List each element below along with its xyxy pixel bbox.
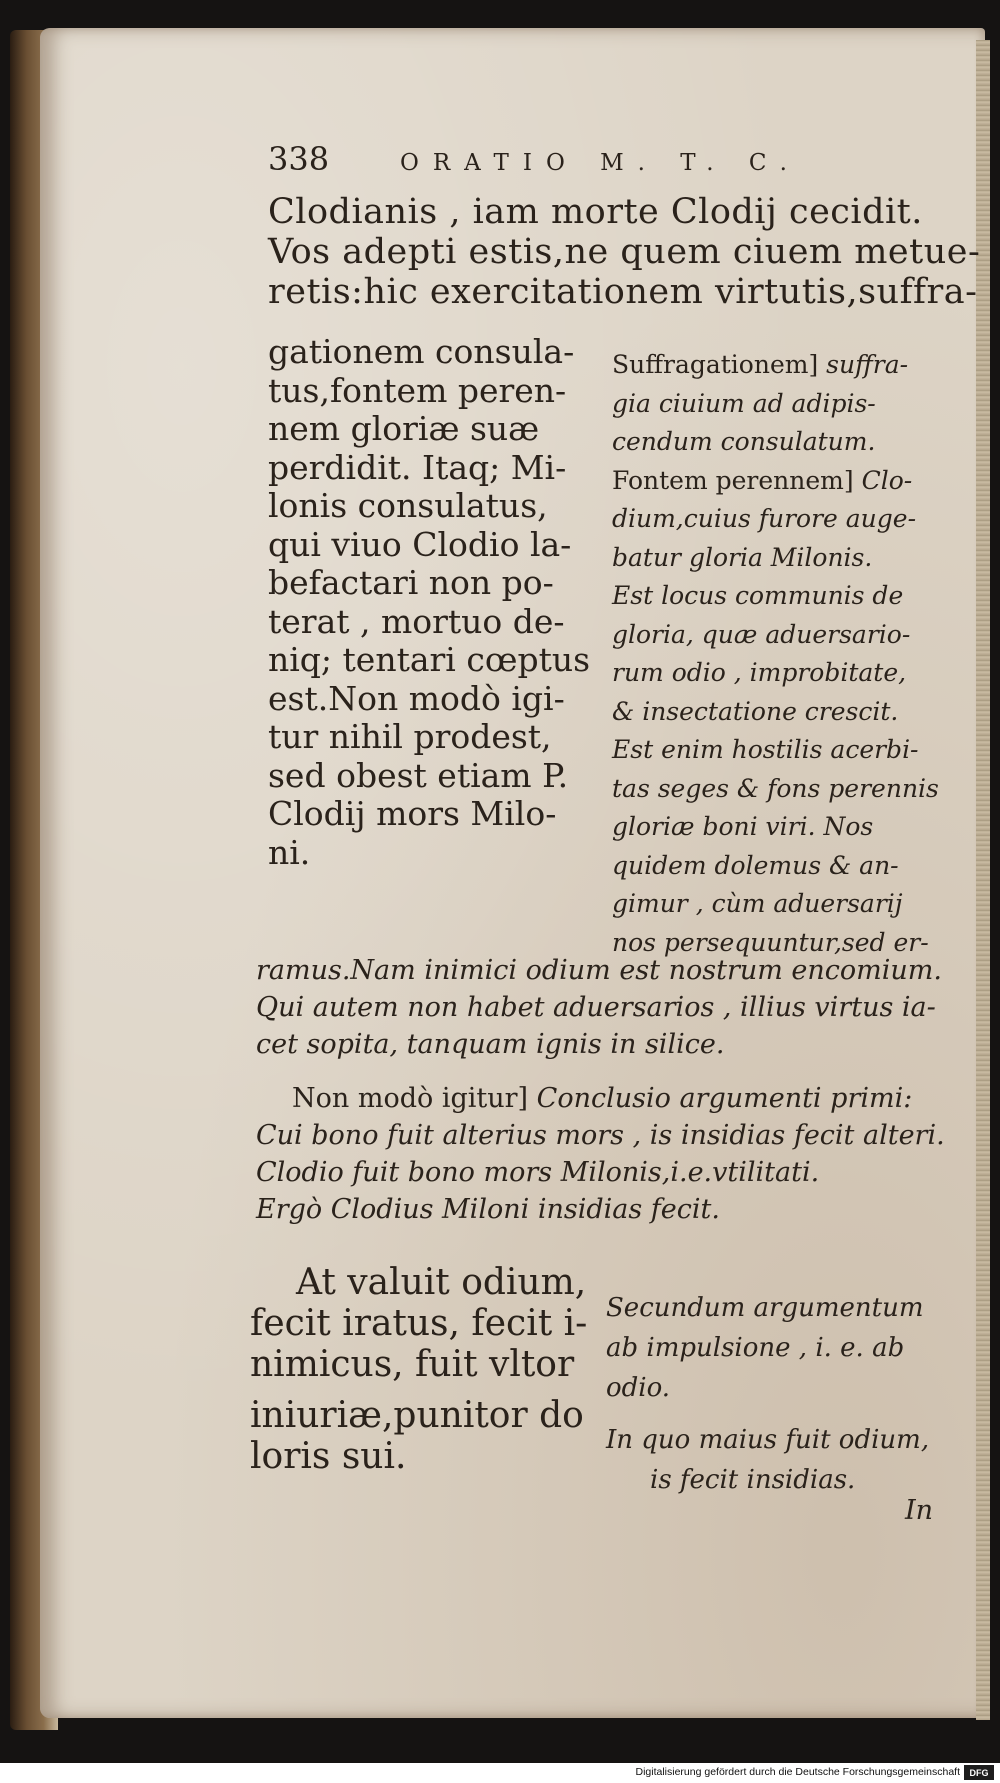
digitization-credit: Digitalisierung gefördert durch die Deutsche Forschungsgemeinschaft xyxy=(635,1766,960,1778)
text-line: Vos adepti estis,ne quem ciuem metue- xyxy=(268,232,981,272)
text-line: est.Non modò igi- xyxy=(268,678,565,718)
conclusion-note xyxy=(256,1080,945,1228)
page-number: 338 xyxy=(268,140,330,178)
note-line: dium,cuius furore auge- xyxy=(612,504,917,533)
running-title: ORATIO M. T. C. xyxy=(400,150,801,176)
text-line: loris sui. xyxy=(250,1436,407,1477)
main-text-block xyxy=(268,192,980,312)
note-line: Fontem perennem] Clo- xyxy=(612,465,913,495)
text-line: befactari non po- xyxy=(268,563,554,602)
note-line: Clodio fuit bono mors Milonis,i.e.vtilitati. xyxy=(256,1157,820,1188)
note-line: Ergò Clodius Miloni insidias fecit. xyxy=(256,1194,720,1225)
note-line: Non modò igitur] Conclusio argumenti primi: xyxy=(292,1083,913,1114)
lemma-suffragationem: Suffragationem] xyxy=(612,350,819,379)
lemma-fontem-perennem: Fontem perennem] xyxy=(612,465,854,495)
text-line: sed obest etiam P. xyxy=(268,755,569,795)
dfg-logo: DFG xyxy=(964,1765,994,1780)
note-line: tas seges & fons perennis xyxy=(612,773,939,803)
note-line: Qui autem non habet aduersarios , illius virtus ia- xyxy=(256,992,936,1023)
note-line: Est locus communis de xyxy=(612,581,904,610)
lemma-non-modo-igitur: Non modò igitur] xyxy=(292,1083,529,1114)
text-line: Clodianis , iam morte Clodij cecidit. xyxy=(268,192,923,232)
catchword: In xyxy=(905,1495,934,1526)
note-line: Suffragationem] suffra- xyxy=(612,350,909,379)
note-line: ramus.Nam inimici odium est nostrum encomium. xyxy=(256,955,942,986)
text-line: tus,fontem peren- xyxy=(268,370,567,410)
text-line: ni. xyxy=(268,832,311,872)
text-line: nem gloriæ suæ xyxy=(268,409,540,448)
note-spacer xyxy=(606,1408,929,1420)
text-line: gationem consula- xyxy=(268,332,575,371)
note-line: & insectatione crescit. xyxy=(612,696,899,726)
note-line: gloriæ boni viri. Nos xyxy=(612,812,874,841)
note-line: gia ciuium ad adipis- xyxy=(612,388,876,418)
side-note-second-argument xyxy=(606,1288,929,1500)
note-line: rum odio , improbitate, xyxy=(612,658,907,687)
text-line: Clodij mors Milo- xyxy=(268,794,557,833)
side-note-commentary xyxy=(612,346,939,962)
note-line: batur gloria Milonis. xyxy=(612,542,873,572)
text-line: qui viuo Clodio la- xyxy=(268,524,572,564)
note-continuation xyxy=(256,952,942,1063)
note-line: ab impulsione , i. e. ab xyxy=(606,1333,905,1363)
text-line: terat , mortuo de- xyxy=(268,601,565,641)
note-line: Cui bono fuit alterius mors , is insidias fecit alteri. xyxy=(256,1120,945,1151)
note-line: quidem dolemus & an- xyxy=(612,850,899,880)
text-line: tur nihil prodest, xyxy=(268,717,552,756)
note-line: Est enim hostilis acerbi- xyxy=(612,735,919,764)
note-line: gimur , cùm aduersarij xyxy=(612,889,903,918)
note-line: Secundum argumentum xyxy=(606,1293,924,1323)
note-line: is fecit insidias. xyxy=(650,1465,856,1495)
left-column-text xyxy=(268,333,590,872)
note-line: nos persequuntur,sed er- xyxy=(612,927,929,957)
text-line: iniuriæ,punitor do xyxy=(250,1395,584,1436)
note-line: In quo maius fuit odium, xyxy=(606,1425,930,1455)
note-line: cendum consulatum. xyxy=(612,427,876,456)
second-argument-paragraph xyxy=(250,1262,587,1477)
text-line: nimicus, fuit vltor xyxy=(250,1344,575,1385)
note-line: odio. xyxy=(606,1373,671,1403)
note-line: gloria, quæ aduersario- xyxy=(612,619,911,649)
text-line: perdidit. Itaq; Mi- xyxy=(268,447,567,487)
text-line: At valuit odium, xyxy=(296,1262,587,1303)
text-line: lonis consulatus, xyxy=(268,486,548,525)
text-line: niq; tentari cœptus xyxy=(268,640,591,679)
note-line: cet sopita, tanquam ignis in silice. xyxy=(256,1029,725,1060)
text-line: retis:hic exercitationem virtutis,suffra- xyxy=(268,272,978,312)
text-line: fecit iratus, fecit i- xyxy=(250,1303,588,1344)
